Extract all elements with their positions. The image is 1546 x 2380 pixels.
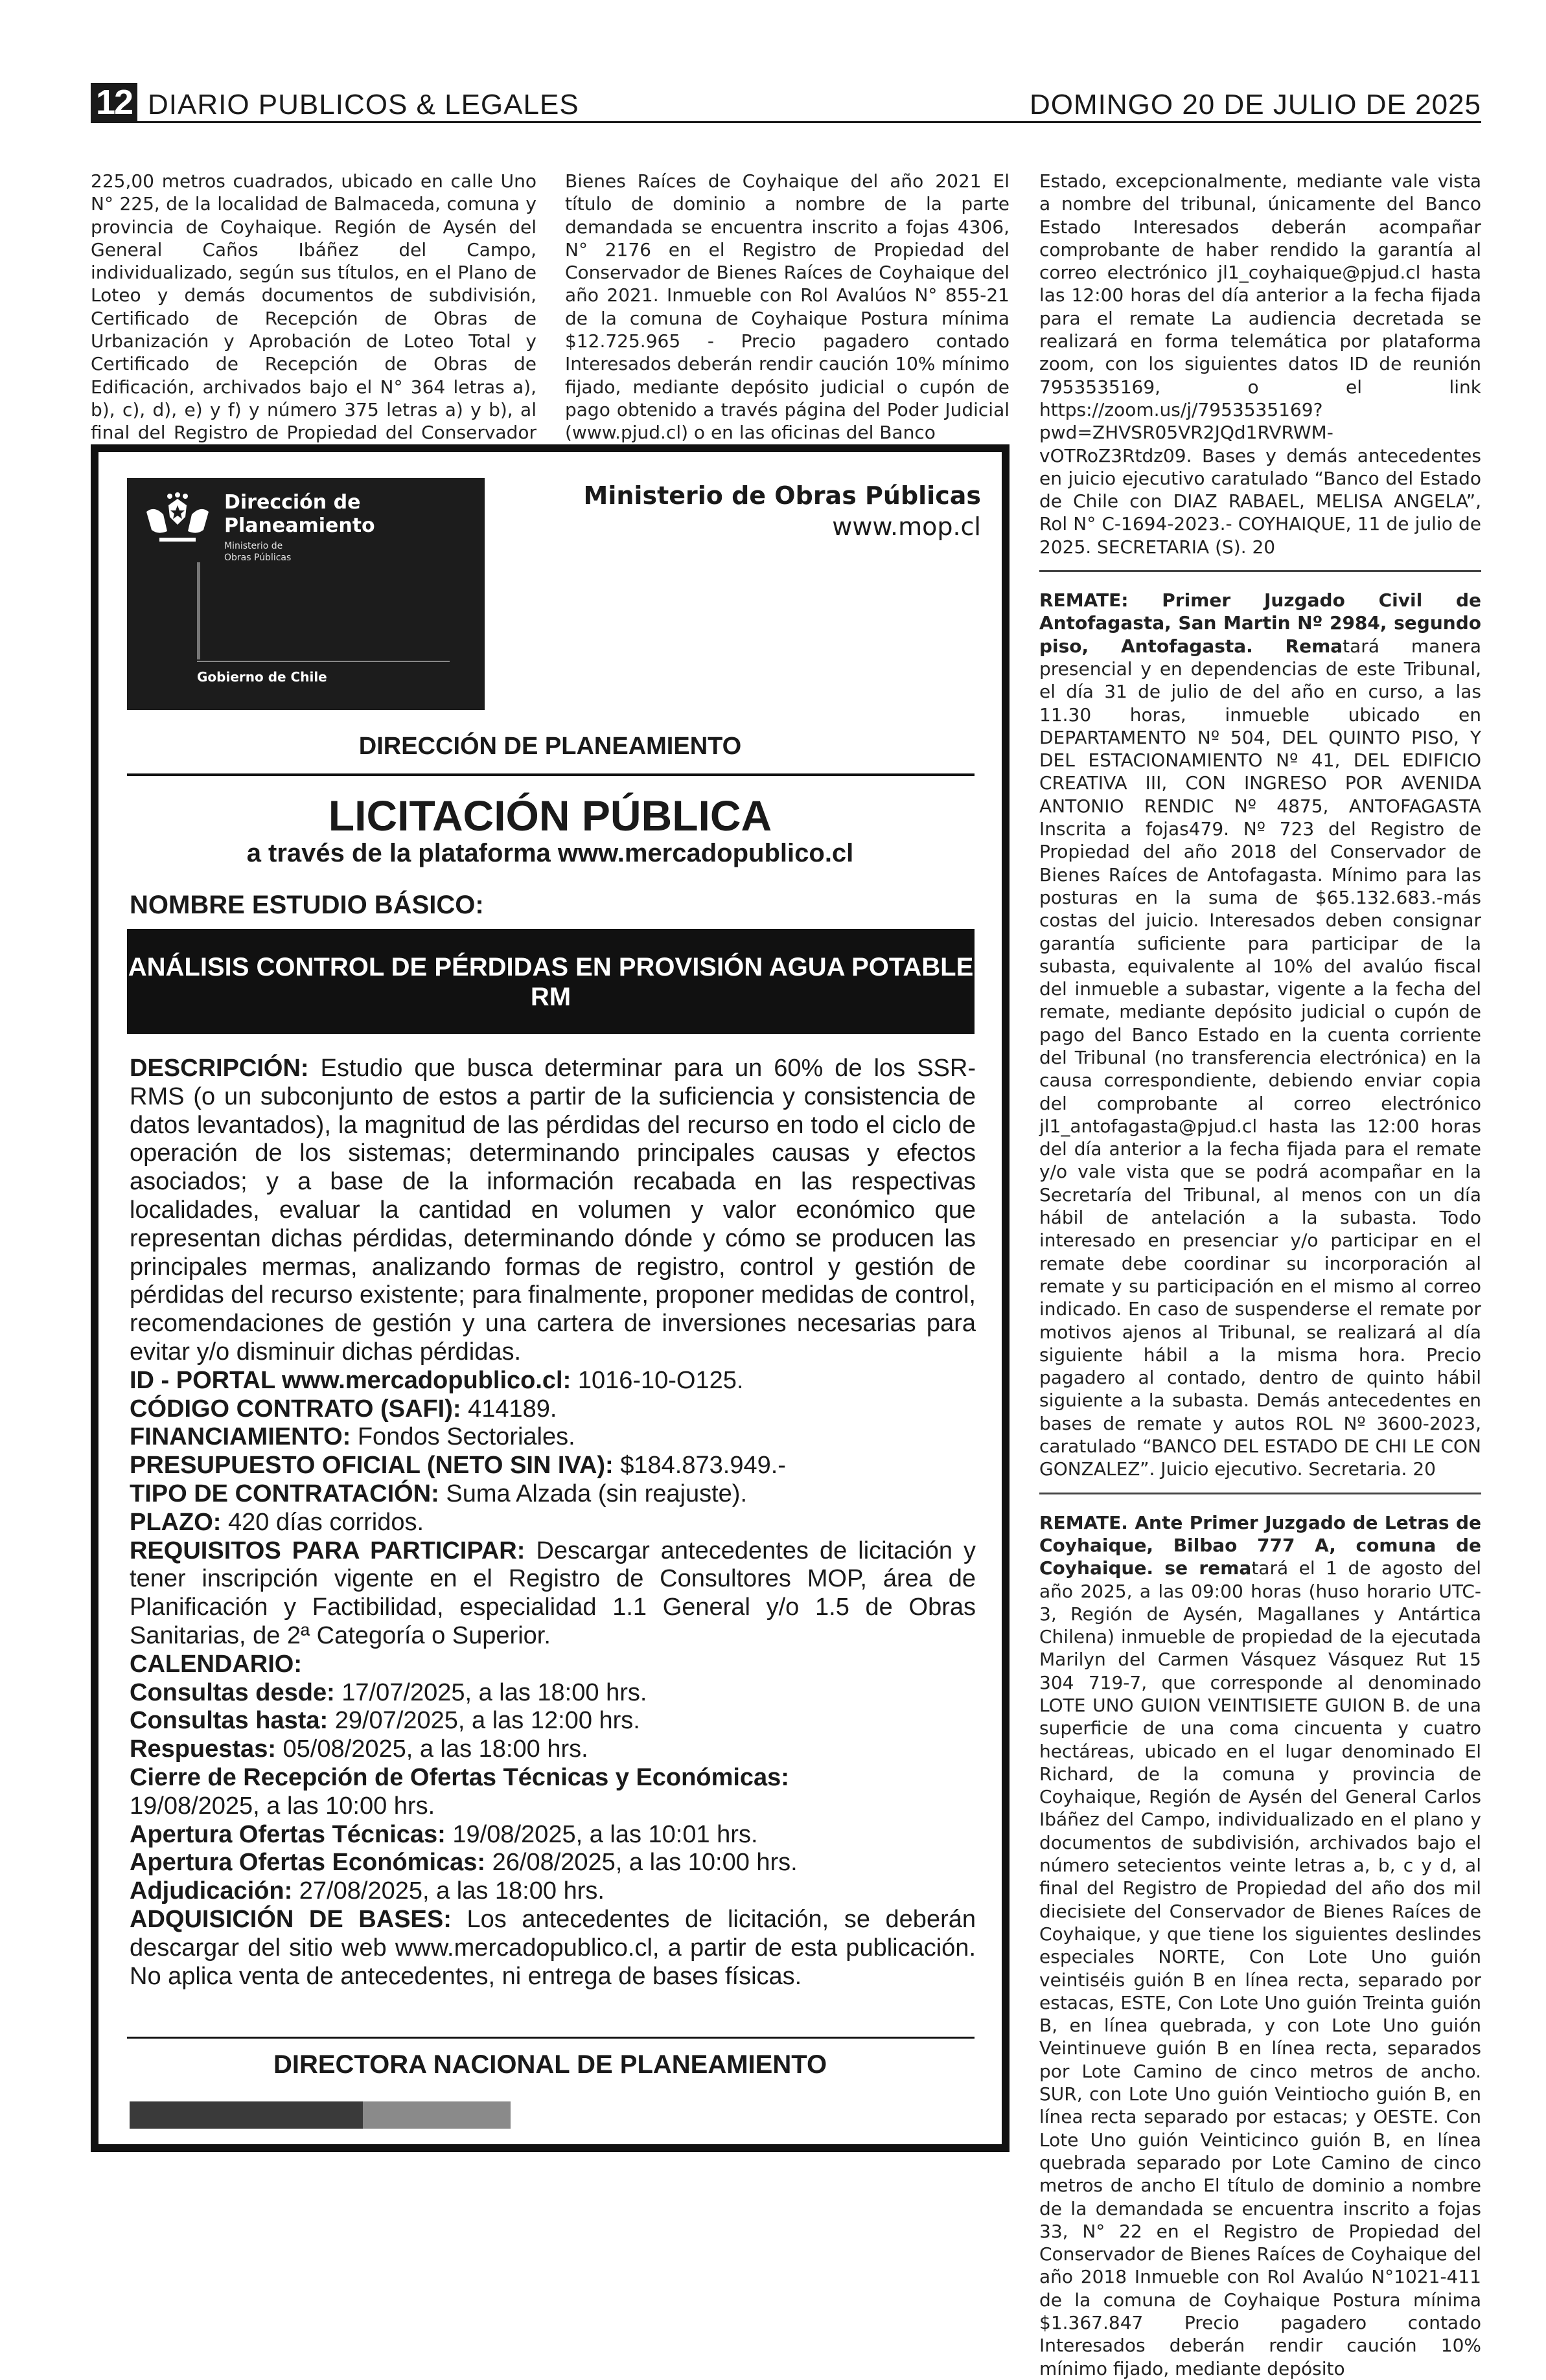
department-name: DIRECCIÓN DE PLANEAMIENTO xyxy=(358,733,742,760)
legal-notice-text xyxy=(1039,1511,1481,2380)
field-row-label: ID - PORTAL www.mercadopublico.cl: xyxy=(130,1366,571,1394)
logo-divider xyxy=(197,661,450,662)
legal-notice-text: 225,00 metros cuadrados, ubicado en calle Uno N° 225, de la localidad de Balmaceda, comuna y provincia de Coyhaique. Región de Aysén del General Caños Ibáñez del Campo, individualizado, según sus títulos, en el Plano de Loteo y demás documentos de subdivisión, Certificado de Recepción de Obras de Urbanización y Aprobación de Loteo Total y Certificado de Recepción de Obras de Edificación, archivados bajo el N° 364 letras a), b), c), d), e) y f) y número 375 letras a) y b), al final del Registro de Propiedad del Conservador xyxy=(91,170,536,444)
ad-heading: LICITACIÓN PÚBLICA xyxy=(328,792,772,840)
field-row xyxy=(130,1423,976,1452)
ad-platform: a través de la plataforma www.mercadopublico.cl xyxy=(246,839,854,867)
ministry-name: Ministerio de Obras Públicas xyxy=(583,481,981,510)
field-row-label: PLAZO: xyxy=(130,1508,222,1536)
calendar-row-value: 27/08/2025, a las 18:00 hrs. xyxy=(292,1877,605,1905)
field-row xyxy=(130,1509,976,1537)
field-row-value: Fondos Sectoriales. xyxy=(351,1423,575,1451)
calendar-row-value: 05/08/2025, a las 18:00 hrs. xyxy=(275,1735,588,1763)
requirements-label: REQUISITOS PARA PARTICIPAR: xyxy=(130,1537,525,1564)
ministry-website: www.mop.cl xyxy=(832,512,981,541)
field-row-label: CÓDIGO CONTRATO (SAFI): xyxy=(130,1395,461,1423)
column-1 xyxy=(91,170,536,467)
field-row-label: FINANCIAMIENTO: xyxy=(130,1423,351,1451)
notice-heading: REMATE: Primer Juzgado Civil de Antofagasta, San Martin Nº 2984, segundo piso, Antofagasta. Rema xyxy=(1039,589,1481,657)
logo-bar xyxy=(197,562,200,659)
field-row-value: 414189. xyxy=(461,1395,557,1423)
color-bar-dark xyxy=(130,2101,363,2129)
bases-label: ADQUISICIÓN DE BASES: xyxy=(130,1905,452,1933)
bases-acquisition xyxy=(130,1906,976,1991)
field-row xyxy=(130,1480,976,1509)
tender-advertisement xyxy=(91,444,1010,2152)
field-row-value: 1016-10-O125. xyxy=(571,1366,744,1394)
column-2 xyxy=(565,170,1010,444)
field-row-label: TIPO DE CONTRATACIÓN: xyxy=(130,1480,439,1507)
calendar-row-value: 29/07/2025, a las 12:00 hrs. xyxy=(328,1707,640,1735)
publication-name: DIARIO PUBLICOS & LEGALES xyxy=(148,89,579,120)
calendar-label xyxy=(130,1651,976,1679)
page-number: 12 xyxy=(91,83,137,122)
legal-notice xyxy=(1039,589,1481,1494)
ad-signature: DIRECTORA NACIONAL DE PLANEAMIENTO xyxy=(273,2050,827,2079)
calendar-row-label: Consultas desde: xyxy=(130,1678,335,1706)
chile-coat-of-arms-icon xyxy=(140,492,215,555)
calendar-row-label: Apertura Ofertas Económicas: xyxy=(130,1849,486,1877)
legal-notice xyxy=(1039,170,1481,572)
field-row-value: $184.873.949.- xyxy=(613,1452,786,1480)
calendar-row-label: Consultas hasta: xyxy=(130,1707,329,1735)
calendar-row-value: 19/08/2025, a las 10:01 hrs. xyxy=(445,1820,758,1848)
page-header xyxy=(91,83,1481,123)
notice-body: tará el 1 de agosto del año 2025, a las 09:00 horas (huso horario UTC-3, Región de Aysén, Magallanes y Antártica Chilena) inmueble de propiedad de la ejecutada Marilyn del Carmen Vásquez Vásquez Rut 15 304 719-7, que corresponde al denominado LOTE UNO GUION VEINTISIETE GUION B. de una superficie de una coma cincuenta y cuatro hectáreas, ubicado en el lugar denominado El Richard, de la comuna y provincia de Coyhaique, Región de Aysén del General Carlos Ibáñez del Campo, individualizado en el plano y documentos de subdivisión, archivados bajo el número setecientos veinte letras a, b, c y d, al final del Registro de Propiedad del año dos mil diecisiete del Conservador de Bienes Raíces de Coyhaique, y que tiene los siguientes deslindes especiales NORTE, Con Lote Uno guión veintiséis guión B en línea recta, separado por estacas, ESTE, Con Lote Uno guión Treinta guión B, en línea quebrada, y con Lote Uno guión Veintinueve guión B en línea recta, separados por Lote Camino de cinco metros de ancho. SUR, con Lote Uno guión Veintiocho guión B, en línea recta separado por estacas; y OESTE. Con Lote Uno guión Veinticinco guión B, en línea quebrada separado por Lote Camino de cinco metros de ancho El título de dominio a nombre de la demandada se encuentra inscrito a fojas 33, N° 22 en el Registro de Propiedad del Conservador de Bienes Raíces de Coyhaique del año 2018 Inmueble con Rol Avalúo N°1021-411 de la comuna de Coyhaique Postura mínima $1.367.847 Precio pagadero contado Interesados deberán rendir caución 10% mínimo fijado, mediante depósito xyxy=(1039,1557,1482,2379)
study-label: NOMBRE ESTUDIO BÁSICO: xyxy=(130,891,484,919)
description-label: DESCRIPCIÓN: xyxy=(130,1055,309,1082)
closing-label: Cierre de Recepción de Ofertas Técnicas y Económicas: xyxy=(130,1763,789,1791)
calendar-row-label: Respuestas: xyxy=(130,1735,276,1763)
field-row xyxy=(130,1452,976,1480)
requirements xyxy=(130,1537,976,1651)
divider xyxy=(127,773,975,776)
calendar-row xyxy=(130,1707,976,1735)
calendar-list xyxy=(130,1821,976,1906)
field-row-value: Suma Alzada (sin reajuste). xyxy=(439,1480,748,1507)
logo-subtitle: Ministerio de Obras Públicas xyxy=(224,541,292,563)
calendar-row-label: Apertura Ofertas Técnicas: xyxy=(130,1820,446,1848)
field-row-value: 420 días corridos. xyxy=(221,1508,424,1536)
legal-notice xyxy=(1039,1511,1481,2380)
notice-heading: REMATE. Ante Primer Juzgado de Letras de Coyhaique, Bilbao 777 A, comuna de Coyhaique. se rema xyxy=(1039,1511,1481,1579)
divider xyxy=(127,2037,975,2039)
field-row xyxy=(130,1395,976,1424)
calendar-row-label: Adjudicación: xyxy=(130,1877,293,1905)
mop-logo xyxy=(127,478,485,710)
field-row xyxy=(130,1367,976,1395)
calendar-row-value: 17/07/2025, a las 18:00 hrs. xyxy=(334,1678,647,1706)
legal-notice-text xyxy=(1039,589,1481,1481)
bases-text: Los antecedentes de licitación, se deberán descargar del sitio web www.mercadopublico.cl, a partir de esta publicación. No aplica venta de antecedentes, ni entrega de bases físicas. xyxy=(130,1905,976,1990)
legal-notice-text: Estado, excepcionalmente, mediante vale vista a nombre del tribunal, únicamente del Banco Estado Interesados deberán acompañar comprobante de haber rendido la garantía al correo electrónico jl1_coyhaique@pjud.cl hasta las 12:00 horas del día anterior a la fecha fijada para el remate La audiencia decretada se realizará en forma telemática por plataforma zoom, con los siguientes datos ID de reunión 7953535169, o el link https://zoom.us/j/7953535169?pwd=ZHVSR05VR2JQd1RVRWM-vOTRoZ3Rtdz09. Bases y demás antecedentes en juicio ejecutivo caratulado “Banco del Estado de Chile con DIAZ RABAEL, MELISA ANGELA”, Rol N° C-1694-2023.- COYHAIQUE, 11 de julio de 2025. SECRETARIA (S). 20 xyxy=(1039,170,1481,558)
description xyxy=(130,1055,976,1367)
description-text: Estudio que busca determinar para un 60% de los SSR-RMS (o un subconjunto de estos a partir de la suficiencia y consistencia de datos levantados), la magnitud de las pérdidas del recurso en todo el ciclo de operación de los sistemas; determinando principales causas y efectos asociados; y a base de la información recabada en las respectivas localidades, evaluar la cantidad en volumen y valor económico que representan dichas pérdidas, determinando dónde y cómo se producen las principales mermas, analizando formas de registro, control y gestión de pérdidas del recurso existente; para finalmente, proponer medidas de control, recomendaciones de gestión y una cartera de inversiones necesarias para evitar y/o disminuir dichas pérdidas. xyxy=(130,1055,976,1366)
calendar-row xyxy=(130,1679,976,1708)
requirements-text: Descargar antecedentes de licitación y tener inscripción vigente en el Registro de Consultores MOP, área de Planificación y Factibilidad, especialidad 1.1 General y/o 1.5 de Obras Sanitarias, de 2ª Categoría o Superior. xyxy=(130,1537,976,1649)
color-bar-light xyxy=(363,2101,511,2129)
legal-notice-text: Bienes Raíces de Coyhaique del año 2021 El título de dominio a nombre de la parte demandada se encuentra inscrito a fojas 4306, N° 2176 en el Registro de Propiedad del Conservador de Bienes Raíces de Coyhaique del año 2021. Inmueble con Rol Avalúos N° 855-21 de la comuna de Coyhaique Postura mínima $12.725.965 - Precio pagadero contado Interesados deberán rendir caución 10% mínimo fijado, mediante depósito judicial o cupón de pago obtenido a través página del Poder Judicial (www.pjud.cl) o en las oficinas del Banco xyxy=(565,170,1010,444)
calendar-row-value: 26/08/2025, a las 10:00 hrs. xyxy=(485,1849,798,1877)
notice-body: tará manera presencial y en dependencias de este Tribunal, el día 31 de julio de del año en curso, a las 11.30 horas, inmueble ubicado en DEPARTAMENTO Nº 504, DEL QUINTO PISO, Y DEL ESTACIONAMIENTO Nº 41, DEL EDIFICIO CREATIVA III, CON INGRESO POR AVENIDA ANTONIO RENDIC Nº 4875, ANTOFAGASTA Inscrita a fojas479. Nº 723 del Registro de Propiedad del año 2018 del Conservador de Bienes Raíces de Antofagasta. Mínimo para las posturas en la suma de $65.132.683.-más costas del juicio. Interesados deben consignar garantía suficiente para participar de la subasta, equivalente al 10% del avalúo fiscal del inmueble a subastar, vigente a la fecha del remate, mediante depósito judicial o cupón de pago del Banco Estado en la cuenta corriente del Tribunal (no transferencia electrónica) en la causa correspondiente, debiendo enviar copia del comprobante al correo electrónico jl1_antofagasta@pjud.cl hasta las 12:00 horas del día anterior a la fecha fijada para el remate y/o vale vista que se podrá acompañar en la Secretaría del Tribunal, al menos con un día hábil de antelación a la subasta. Todo interesado en presenciar y/o participar en el remate debe coordinar su incorporación al remate y su participación en el mismo al correo indicado. En caso de suspenderse el remate por motivos ajenos al Tribunal, se realizará al día siguiente hábil a la misma hora. Precio pagadero al contado, dentro de quinto hábil siguiente a la subasta. Demás antecedentes en bases de remate y autos ROL Nº 3600-2023, caratulado “BANCO DEL ESTADO DE CHI LE CON GONZALEZ”. Juicio ejecutivo. Secretaria. 20 xyxy=(1039,635,1481,1480)
logo-gobierno: Gobierno de Chile xyxy=(197,669,327,685)
closing-row xyxy=(130,1764,976,1792)
ad-body xyxy=(130,1055,976,1991)
column-3 xyxy=(1039,170,1481,2380)
calendar-row xyxy=(130,1849,976,1877)
calendar-row xyxy=(130,1735,976,1764)
calendar-heading: CALENDARIO: xyxy=(130,1650,302,1678)
calendar-row xyxy=(130,1877,976,1906)
logo-title: Dirección de Planeamiento xyxy=(224,491,375,537)
study-name: ANÁLISIS CONTROL DE PÉRDIDAS EN PROVISIÓN AGUA POTABLE RM xyxy=(127,929,975,1034)
field-row-label: PRESUPUESTO OFICIAL (NETO SIN IVA): xyxy=(130,1452,614,1480)
calendar-row xyxy=(130,1821,976,1849)
fields-list xyxy=(130,1367,976,1537)
closing-value: 19/08/2025, a las 10:00 hrs. xyxy=(130,1792,435,1820)
calendar-list xyxy=(130,1679,976,1764)
publication-date: DOMINGO 20 DE JULIO DE 2025 xyxy=(1030,89,1481,120)
